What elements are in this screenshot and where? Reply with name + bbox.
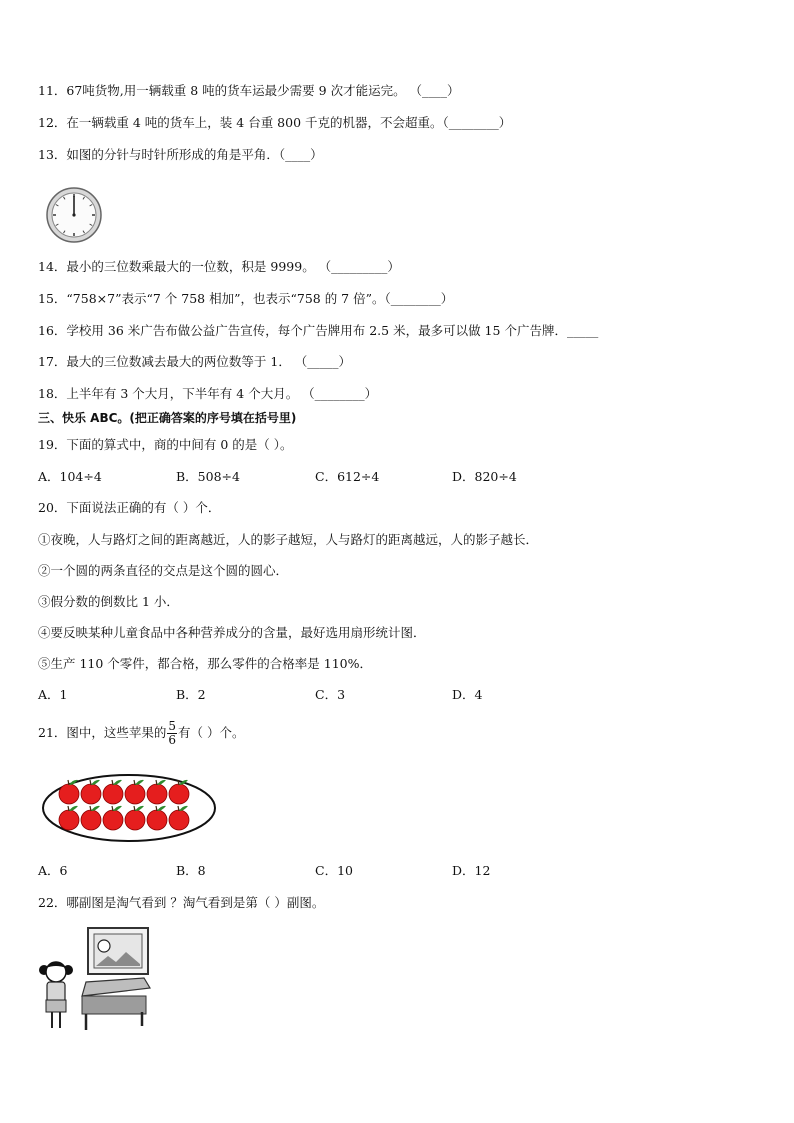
question-17: 17．最大的三位数减去最大的两位数等于 1． （_____） [38,354,352,369]
q21-fraction-denominator: 6 [168,733,177,747]
question-19-stem: 19．下面的算式中，商的中间有 0 的是（ ）。 [38,437,293,452]
question-22-stem: 22．哪副图是淘气看到 ？淘气看到是第（ ）副图。 [38,895,325,910]
wall-picture-person-head [98,940,110,952]
girl-skirt [46,1000,66,1012]
q20-statement-3: ③假分数的倒数比 1 小． [38,594,179,609]
table-top [82,978,150,996]
q19-option-d: D．820÷4 [452,469,517,484]
q20-statement-4: ④要反映某种儿童食品中各种营养成分的含量，最好选用扇形统计图． [38,625,426,640]
question-20-stem: 20．下面说法正确的有（ ）个． [38,500,221,515]
q20-option-b: B．2 [176,687,206,702]
question-18: 18．上半年有 3 个大月，下半年有 4 个大月。 （________） [38,386,378,401]
q20-statement-5: ⑤生产 110 个零件，都合格，那么零件的合格率是 110%． [38,656,373,671]
q21-stem-after: 有（ ）个。 [178,725,245,740]
section-heading: 三、快乐 ABC。(把正确答案的序号填在括号里) [38,411,297,425]
q21-fraction [167,720,177,747]
table-front [82,996,146,1014]
girl-body [47,982,65,1002]
q20-statement-2: ②一个圆的两条直径的交点是这个圆的圆心． [38,563,289,578]
q21-option-b: B．8 [176,863,206,878]
q21-option-c: C．10 [315,863,353,878]
q21-option-d: D．12 [452,863,491,878]
q21-stem-before: 21．图中，这些苹果的 [38,725,167,740]
clock-figure [46,186,106,244]
apples-figure [40,772,218,844]
q21-option-a: A．6 [38,863,68,878]
q20-option-d: D．4 [452,687,483,702]
q20-option-c: C．3 [315,687,346,702]
q19-option-c: C．612÷4 [315,469,380,484]
q19-option-a: A．104÷4 [38,469,102,484]
question-12: 12．在一辆载重 4 吨的货车上，装 4 台重 800 千克的机器，不会超重。（________） [38,115,512,130]
girl-and-table-figure [38,926,162,1036]
question-13: 13．如图的分针与时针所形成的角是平角．（____） [38,147,323,162]
q20-option-a: A．1 [38,687,68,702]
question-14: 14．最小的三位数乘最大的一位数，积是 9999。 （_________） [38,259,400,274]
clock-center [72,213,75,216]
q19-option-b: B．508÷4 [176,469,240,484]
q21-fraction-numerator: 5 [168,719,177,733]
question-16: 16．学校用 36 米广告布做公益广告宣传，每个广告牌用布 2.5 米，最多可以做 15 个广告牌．_____ [38,323,599,338]
question-15: 15．“758×7”表示“7 个 758 相加”，也表示“758 的 7 倍”。（________） [38,291,454,306]
question-11: 11．67吨货物,用一辆载重 8 吨的货车运最少需要 9 次才能运完。 （____） [38,83,460,98]
question-21-stem [38,720,245,747]
q20-statement-1: ①夜晚，人与路灯之间的距离越近，人的影子越短，人与路灯的距离越远，人的影子越长． [38,532,539,547]
